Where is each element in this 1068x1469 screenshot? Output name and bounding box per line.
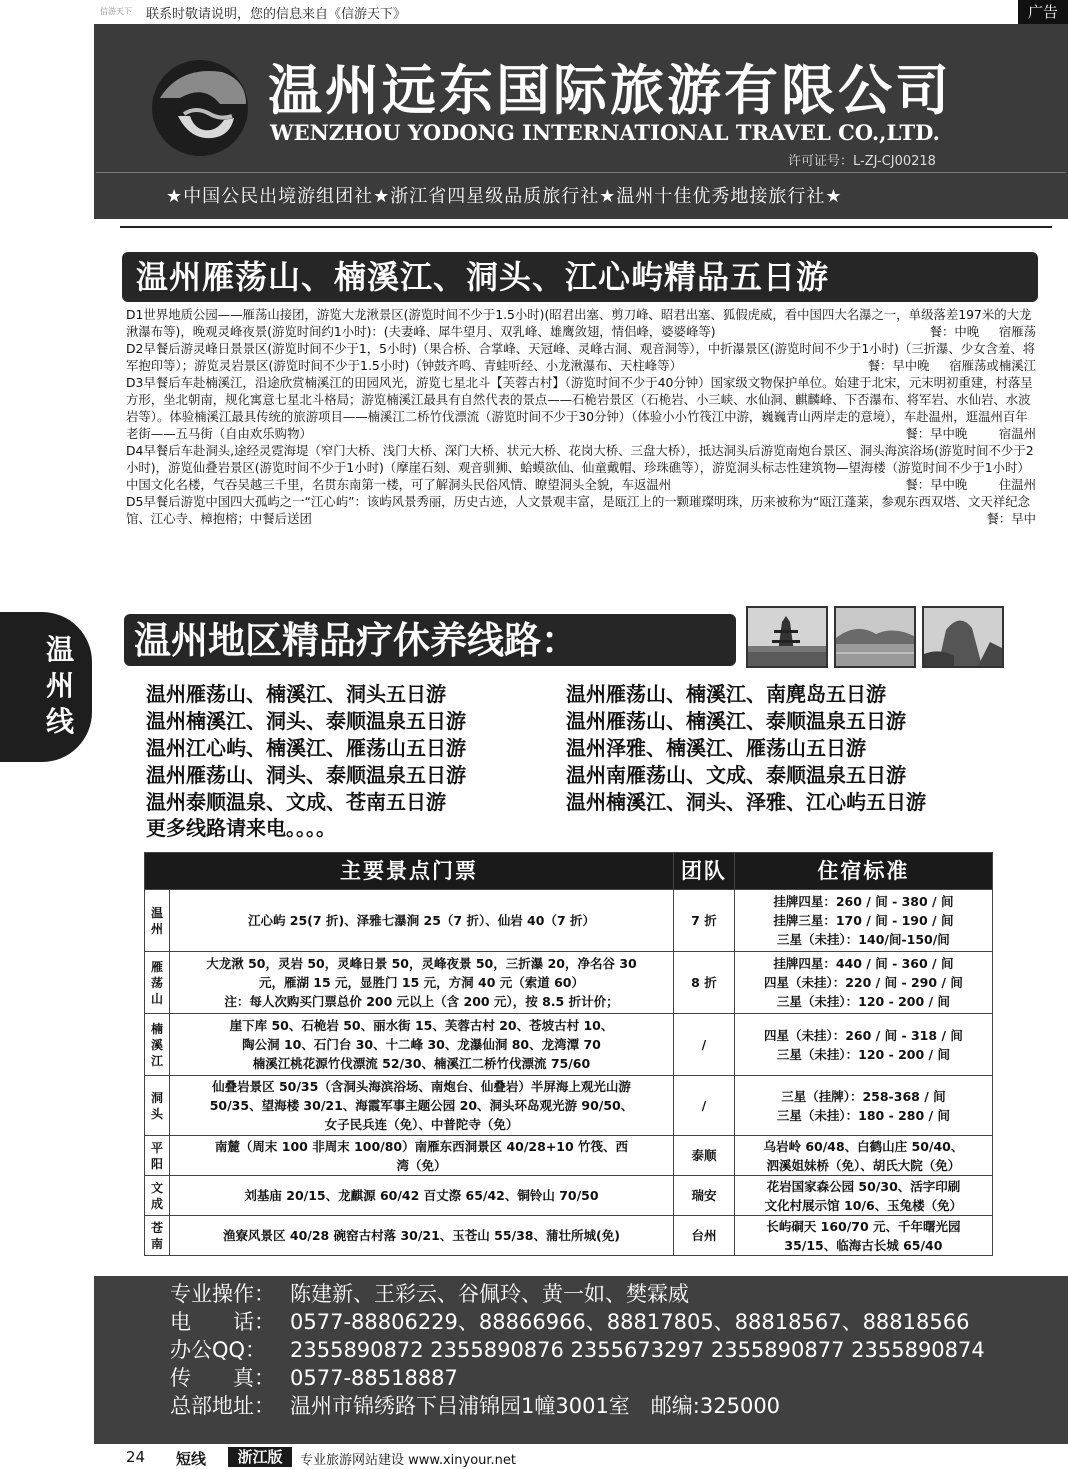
itinerary-day [126,374,1036,442]
table-city: 楠溪江 [145,1014,170,1076]
route-item: 温州江心屿、楠溪江、雁荡山五日游 [146,736,466,760]
itinerary-day-text: D4早餐后车赴洞头,途经灵霓海堤（窄门大桥、浅门大桥、深门大桥、状元大桥、花岗大桥、三盘大桥），抵达洞头后游览南炮台景区、洞头海滨浴场(游览时间不少于2小时)，游览仙叠岩景区(游览时间不少于1小时)（摩崖石刻、观音驯狮、蛤蟆欲仙、仙童戴帽、珍珠礁等），游览洞头标志性建筑物—望海楼（游览时间不少于1小时）中国文化名楼，气吞吴越三千里，名贯东南第一楼，可了解洞头民俗风情、瞭望洞头全貌，车返温州 [126,443,1034,492]
itinerary-day-meals: 餐：早中 [986,511,1036,526]
lake-photo [834,606,916,668]
spots-line: 仙叠岩景区 50/35（含洞头海滨浴场、南炮台、仙叠岩）半屏海上观光山游 [212,1079,631,1094]
pagoda-photo [746,606,828,668]
contact-value: 2355890872 2355890876 2355673297 2355890877 2355890874 [290,1338,985,1362]
table-hotel [734,1176,992,1216]
contact-label: 传 真： [170,1366,275,1390]
route-item: 温州雁荡山、楠溪江、泰顺温泉五日游 [566,709,906,733]
hotel-line: 泗溪姐妹桥（免）、胡氏大院（免） [766,1157,961,1173]
table-row [145,1136,993,1176]
table-row [145,952,993,1014]
spots-line: 湾（免） [396,1157,447,1173]
hotel-line: 35/15、临海古长城 65/40 [784,1237,943,1253]
spots-line: 元，雁湖 15 元，显胜门 15 元，方洞 40 元（索道 60） [258,975,584,990]
rock-peak-photo [922,606,1004,668]
hotel-line: 四星（未挂）：220 / 间 - 290 / 间 [763,975,963,990]
routes-title-banner: 温州地区精品疗休养线路： [124,614,736,666]
spots-line: 江心屿 25(7 折)、泽雅七瀑涧 25（7 折）、仙岩 40（7 折） [247,913,596,928]
hotel-line: 长屿硐天 160/70 元、千年曙光园 [766,1218,961,1234]
table-city: 苍南 [145,1216,170,1256]
hotel-line: 三星（挂牌）：258-368 / 间 [781,1088,946,1104]
hotel-line: 三星（未挂）：120 - 200 / 间 [776,994,950,1009]
table-city: 文成 [145,1176,170,1216]
edition-badge: 浙江版 [228,1447,292,1467]
source-note: 联系时敬请说明，您的信息来自《信游天下》 [146,7,407,22]
table-spots [169,1076,673,1136]
itinerary-day-text: D2早餐后游灵峰日景景区(游览时间不少于1，5小时)（果合桥、合掌峰、天冠峰、灵峰古洞、观音洞等），中折瀑景区(游览时间不少于1小时)（三折瀑、少女含羞、将军抱印等）；游览灵岩景区(游览时间不少于1.5小时)（钟鼓齐鸣、青蛙听经、小龙湫瀑布、天柱峰等） [126,341,1036,373]
spots-line: 南麓（周末 100 非周末 100/80）南雁东西洞景区 40/28+10 竹筏、西 [214,1138,629,1154]
table-group-rate: 7 折 [674,890,735,952]
hotel-line: 挂牌四星：440 / 间 - 360 / 间 [773,956,954,971]
contact-label: 总部地址： [170,1394,275,1418]
header-divider [96,172,1066,173]
ticket-table [144,852,993,1256]
table-hotel [734,890,992,952]
table-row [145,1076,993,1136]
table-group-rate: 台州 [674,1216,735,1256]
table-spots [169,1176,673,1216]
table-spots [169,1136,673,1176]
itinerary-day [126,306,1036,340]
contact-label: 电 话： [170,1310,275,1334]
table-group-rate: 8 折 [674,952,735,1014]
site-tagline: 专业旅游网站建设 www.xinyour.net [300,1453,517,1468]
contact-value: 陈建新、王彩云、谷佩玲、黄一如、樊霖威 [290,1282,689,1306]
section-rule [120,226,1052,228]
table-city: 平阳 [145,1136,170,1176]
itinerary-day-text: D3早餐后车赴楠溪江，沿途欣赏楠溪江的田园风光，游览七星北斗【芙蓉古村】（游览时间不少于40分钟）国家级文物保护单位。始建于北宋，元末明初重建，村落呈方形，坐北朝南，规化寓意七星北斗格局；游览楠溪江最具有自然代表的景点——石桅岩景区（石桅岩、小三峡、水仙洞、麒麟峰、下否瀑布、将军岩、水仙岩、水波岩等）。体验楠溪江最具传统的旅游项目——楠溪江二桥竹伐漂流（游览时间不少于30分钟）（体验小小竹筏江中游，巍巍青山两岸走的意境），车赴温州，逛温州百年老街——五马街（自由欢乐购物） [126,375,1033,441]
itinerary-day-meals: 餐：中晚 宿雁荡 [929,324,1036,339]
route-item: 温州楠溪江、洞头、泰顺温泉五日游 [146,709,466,733]
hotel-line: 挂牌四星：260 / 间 - 380 / 间 [773,894,954,909]
table-hotel [734,1014,992,1076]
table-spots [169,952,673,1014]
contact-label: 办公QQ： [170,1338,267,1362]
route-item: 温州楠溪江、洞头、泽雅、江心屿五日游 [566,790,926,814]
table-hotel [734,1076,992,1136]
table-spots [169,890,673,952]
ad-tag: 广告 [1018,0,1068,24]
table-city: 洞头 [145,1076,170,1136]
spots-line: 刘基庙 20/15、龙麒源 60/42 百丈漈 65/42、铜铃山 70/50 [244,1188,599,1203]
table-header-group: 团队 [674,853,735,890]
route-item: 温州泰顺温泉、文成、苍南五日游 [146,790,446,814]
section-label: 短线 [176,1450,207,1468]
table-row [145,1216,993,1256]
contact-list [170,1280,985,1420]
table-header-hotel: 住宿标准 [734,853,992,890]
table-group-rate: 泰顺 [674,1136,735,1176]
contact-label: 专业操作： [170,1282,275,1306]
itinerary-day-meals: 餐：早中晚 宿雁荡或楠溪江 [867,358,1036,373]
hotel-line: 四星（未挂）：260 / 间 - 318 / 间 [763,1027,963,1043]
table-row [145,1014,993,1076]
table-spots [169,1014,673,1076]
spots-line: 大龙湫 50，灵岩 50，灵峰日景 50，灵峰夜景 50，三折瀑 20，净名谷 30 [206,956,637,971]
route-item: 温州雁荡山、楠溪江、南麂岛五日游 [566,682,886,706]
hotel-line: 三星（未挂）：120 - 200 / 间 [776,1046,950,1062]
contact-value: 0577-88518887 [290,1366,458,1390]
table-hotel [734,952,992,1014]
hotel-line: 花岩国家森公园 50/30、活字印刷 [766,1178,961,1194]
contact-row [170,1392,985,1420]
table-row [145,1176,993,1216]
publication-logo: 信游天下 [100,7,132,16]
contact-value: 0577-88806229、88866966、88817805、88818567、88818566 [290,1310,970,1334]
itinerary-day-meals: 餐：早中晚 住温州 [905,477,1036,492]
table-city: 温州 [145,890,170,952]
hotel-line: 文化村展示馆 10/6、玉兔楼（免） [764,1197,963,1213]
itinerary-day-text: D1世界地质公园——雁荡山接团，游览大龙湫景区(游览时间不少于1.5小时)(昭君出塞、剪刀峰、昭君出塞、狐假虎威，看中国四大名瀑之一，单级落差197米的大龙湫瀑布等)，晚观灵峰夜景(游览时间约1小时)：(夫妻峰、犀牛望月、双乳峰、雄鹰敛翅，情侣峰，婆婆峰等) [126,307,1032,339]
table-group-rate: / [674,1076,735,1136]
spots-line: 崖下库 50、石桅岩 50、丽水街 15、芙蓉古村 20、苍坡古村 10、 [229,1018,614,1033]
spots-line: 女子民兵连（免）、中普陀寺（免） [324,1117,519,1132]
page-number: 24 [126,1448,146,1466]
hotel-line: 三星（未挂）：140/间-150/间 [777,932,950,947]
route-item: 温州泽雅、楠溪江、雁荡山五日游 [566,736,866,760]
route-item: 温州南雁荡山、文成、泰顺温泉五日游 [566,763,906,787]
company-logo-icon [150,58,250,158]
itinerary-day [126,493,1036,527]
company-name-en: WENZHOU YODONG INTERNATIONAL TRAVEL CO.,LTD. [270,120,940,145]
table-spots [169,1216,673,1256]
itinerary [126,306,1036,527]
hotel-line: 挂牌三星：170 / 间 - 190 / 间 [773,913,954,928]
table-group-rate: / [674,1014,735,1076]
table-header-row [145,853,993,890]
license-number: 许可证号：L-ZJ-CJ00218 [788,154,936,169]
table-hotel [734,1216,992,1256]
route-item: 温州雁荡山、楠溪江、洞头五日游 [146,682,446,706]
spots-line: 陶公洞 10、石门台 30、十二峰 30、龙瀑仙洞 80、龙湾潭 70 [242,1037,601,1052]
itinerary-day-text: D5早餐后游览中国四大孤屿之一“江心屿”：该屿风景秀丽，历史古迹，人文景观丰富，是瓯江上的一颗璀璨明珠，历来被称为“瓯江蓬莱，参观东西双塔、文天祥纪念馆、江心寺、樟抱榕；中餐后送团 [126,494,1031,526]
contact-row [170,1336,985,1364]
more-routes-note: 更多线路请来电。。。。 [146,816,336,840]
spots-line: 渔寮风景区 40/28 碗窑古村落 30/21、玉苍山 55/38、蒲壮所城(免) [223,1228,620,1243]
table-row [145,890,993,952]
spots-line: 楠溪江桃花源竹伐漂流 52/30、楠溪江二桥竹伐漂流 75/60 [252,1056,591,1071]
company-slogan: ★中国公民出境游组团社★浙江省四星级品质旅行社★温州十佳优秀地接旅行社★ [166,186,843,207]
contact-row [170,1280,985,1308]
routes-list [146,678,1026,813]
contact-row [170,1308,985,1336]
table-hotel [734,1136,992,1176]
itinerary-day-meals: 餐：早中晚 宿温州 [905,426,1036,441]
contact-value: 温州市锦绣路下吕浦锦园1幢3001室 邮编:325000 [290,1394,781,1418]
hotel-line: 乌岩岭 60/48、白鹤山庄 50/40、 [763,1138,964,1154]
region-side-tab-label: 温州线 [45,633,74,738]
itinerary-day [126,442,1036,493]
table-city: 雁荡山 [145,952,170,1014]
spots-line: 注：每人次购买门票总价 200 元以上（含 200 元），按 8.5 折计价； [224,994,619,1009]
contact-row [170,1364,985,1392]
route-item: 温州雁荡山、洞头、泰顺温泉五日游 [146,763,466,787]
table-header-spots: 主要景点门票 [145,853,674,890]
tour-title-banner: 温州雁荡山、楠溪江、洞头、江心屿精品五日游 [122,252,1038,302]
company-name-cn: 温州远东国际旅游有限公司 [268,58,952,122]
spots-line: 50/35、望海楼 30/21、海霞军事主题公园 20、洞头环岛观光游 90/50、 [209,1098,634,1113]
hotel-line: 三星（未挂）：180 - 280 / 间 [776,1107,950,1123]
itinerary-day [126,340,1036,374]
table-group-rate: 瑞安 [674,1176,735,1216]
